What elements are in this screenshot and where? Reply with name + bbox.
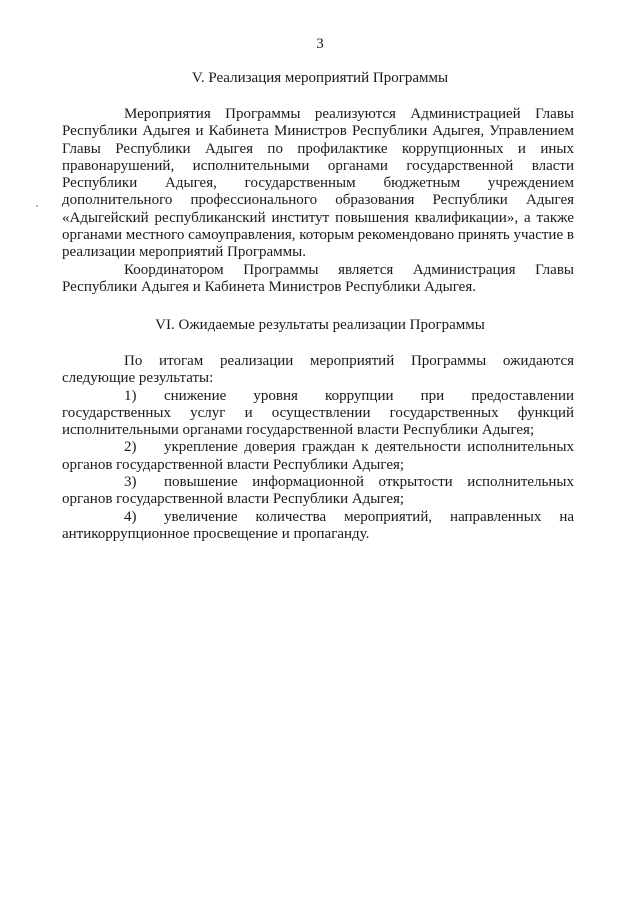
result-item-3 xyxy=(62,474,574,509)
section-v-paragraph-1: Мероприятия Программы реализуются Администрацией Главы Республики Адыгея и Кабинета Министров Республики Адыгея, Управлением Главы Республики Адыгея по профилактике коррупционных и иных правонарушений, исполнительными органами государственной власти Республики Адыгея, государственным бюджетным учреждением дополнительного профессионального образования Республики Адыгея «Адыгейский республиканский институт повышения квалификации», а также органами местного самоуправления, которым рекомендовано принять участие в реализации мероприятий Программы. xyxy=(62,106,574,261)
result-item-4 xyxy=(62,509,574,544)
page-number: 3 xyxy=(316,36,324,52)
section-vi-intro: По итогам реализации мероприятий Программы ожидаются следующие результаты: xyxy=(62,353,574,387)
result-item-number: 2) xyxy=(124,439,137,456)
section-v-body xyxy=(62,106,574,296)
section-v-title: V. Реализация мероприятий Программы xyxy=(191,70,449,86)
section-vi-body xyxy=(62,353,574,543)
result-item-number: 3) xyxy=(124,474,137,491)
section-v-paragraph-2: Координатором Программы является Администрация Главы Республики Адыгея и Кабинета Министров Республики Адыгея. xyxy=(62,261,574,295)
result-item-number: 1) xyxy=(124,387,137,404)
margin-mark xyxy=(36,205,38,207)
result-item-text: увеличение количества мероприятий, направленных на антикоррупционное просвещение и пропаганду. xyxy=(62,508,574,542)
result-item-text: повышение информационной открытости исполнительных органов государственной власти Республики Адыгея; xyxy=(62,474,574,508)
section-vi-title: VI. Ожидаемые результаты реализации Программы xyxy=(155,317,485,333)
result-item-text: укрепление доверия граждан к деятельности исполнительных органов государственной власти Республики Адыгея; xyxy=(62,439,574,473)
result-item-number: 4) xyxy=(124,508,137,525)
result-item-text: снижение уровня коррупции при предоставлении государственных услуг и осуществлении государственных функций исполнительными органами государственной власти Республики Адыгея; xyxy=(62,387,574,439)
result-item-1 xyxy=(62,388,574,440)
result-item-2 xyxy=(62,439,574,474)
